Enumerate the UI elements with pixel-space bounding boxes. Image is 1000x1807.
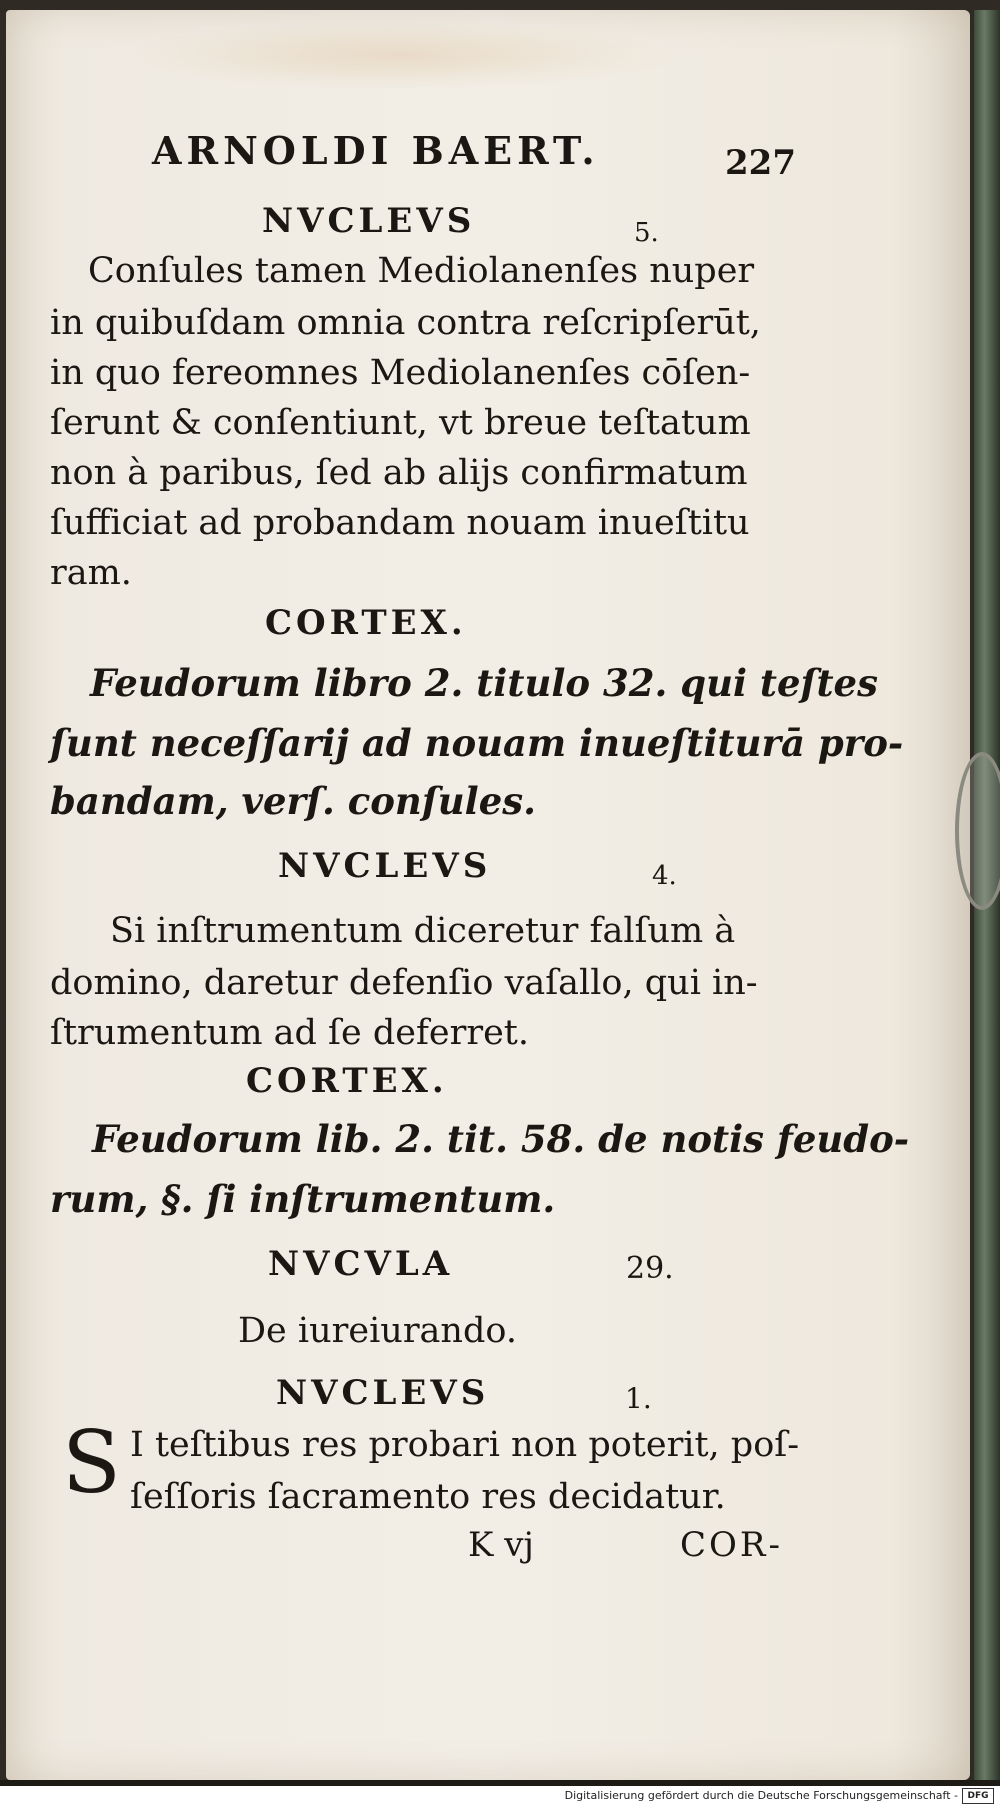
section-number: 29. (626, 1251, 674, 1286)
signature-mark: K vj (468, 1525, 534, 1565)
text-line: non à paribus, ſed ab alijs confirmatum (50, 453, 748, 493)
text-line: in quibuſdam omnia contra reſcripſerūt, (50, 303, 761, 343)
running-head-title: ARNOLDI BAERT. (152, 128, 600, 173)
digitization-credit: Digitalisierung gefördert durch die Deutsche Forschungsgemeinschaft - (564, 1789, 958, 1802)
text-line: rum, §. ſi inſtrumentum. (50, 1177, 556, 1221)
section-number: 4. (652, 861, 677, 891)
text-line: ram. (50, 553, 132, 593)
drop-cap: S (62, 1413, 121, 1513)
text-line: I teſtibus res probari non poterit, poſ- (130, 1425, 800, 1465)
text-line: Feudorum libro 2. titulo 32. qui teſtes (90, 661, 878, 705)
section-number: 1. (625, 1382, 652, 1415)
dfg-logo: DFG (962, 1788, 994, 1804)
text-line: bandam, verſ. conſules. (50, 779, 536, 823)
section-heading: CORTEX. (265, 603, 467, 643)
section-heading: CORTEX. (246, 1061, 448, 1101)
section-number: 5. (634, 218, 659, 248)
section-heading: NVCLEVS (262, 201, 476, 241)
text-line: ſeſſoris ſacramento res decidatur. (130, 1477, 726, 1517)
text-line: domino, daretur defenſio vaſallo, qui in- (50, 963, 758, 1003)
text-line: ſufficiat ad probandam nouam inueſtitu (50, 503, 750, 543)
section-heading: NVCLEVS (278, 846, 492, 886)
clasp-ring (955, 752, 1000, 910)
text-line: in quo fereomnes Mediolanenſes cōſen- (50, 353, 751, 393)
text-line: Si inſtrumentum diceretur falſum à (110, 911, 736, 951)
text-line: Conſules tamen Mediolanenſes nuper (88, 251, 755, 291)
paper-stain (120, 20, 680, 90)
text-line: Feudorum lib. 2. tit. 58. de notis feudo- (92, 1117, 910, 1161)
text-line: De iureiurando. (238, 1311, 517, 1351)
text-line: ſunt neceſſarij ad nouam inueſtiturā pro- (50, 721, 904, 765)
text-line: ſerunt & conſentiunt, vt breue teſtatum (50, 403, 751, 443)
text-line: ſtrumentum ad ſe deferret. (50, 1013, 529, 1053)
section-heading: NVCLEVS (276, 1373, 490, 1413)
page-number: 227 (725, 143, 796, 183)
section-heading: NVCVLA (268, 1244, 454, 1284)
catchword: COR- (680, 1525, 783, 1565)
